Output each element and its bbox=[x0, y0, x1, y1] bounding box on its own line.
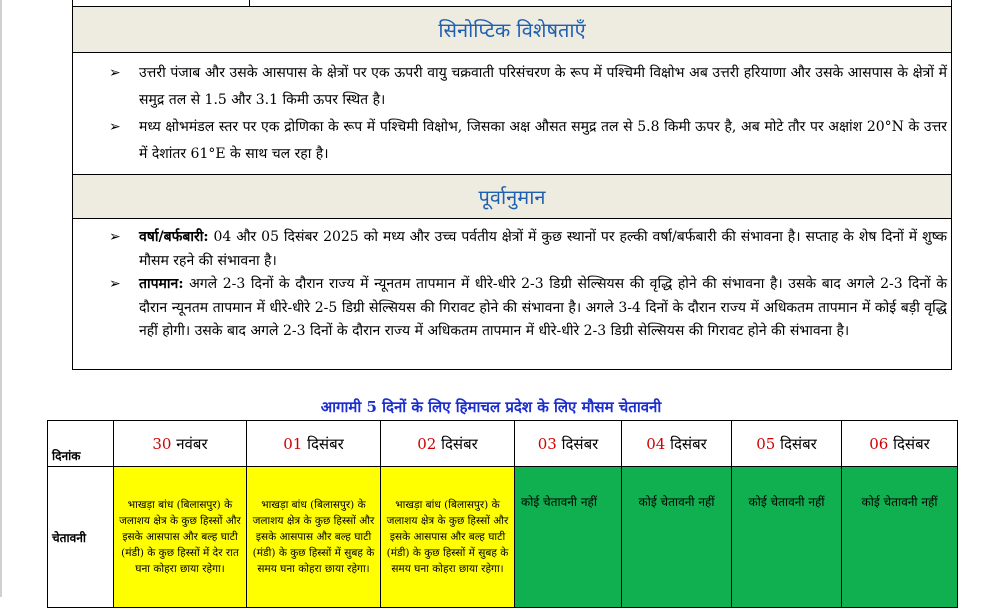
date-cell: 02 दिसंबर bbox=[381, 421, 515, 467]
forecast-text: अगले 2-3 दिनों के दौरान राज्य में न्यूनतम तापमान में धीरे-धीरे 2-3 डिग्री सेल्सियस की वृद्धि होने की संभावना है। उसके बाद अगले 2-3 दिनों के दौरान न्यूनतम तापमान में धीरे-धीरे 2-5 डिग्री सेल्सियस की गिरावट होने की संभावना है। अगले 3-4 दिनों के दौरान राज्य में अधिकतम तापमान में कोई बड़ी वृद्धि नहीं होगी। उसके बाद अगले 2-3 दिनों के दौरान राज्य में अधिकतम तापमान में धीरे-धीरे 2-3 डिग्री सेल्सियस की गिरावट होने की संभावना है। bbox=[139, 276, 947, 339]
forecast-label: तापमान: bbox=[139, 276, 184, 292]
date-cell: 06 दिसंबर bbox=[842, 421, 958, 467]
warning-cell-green: कोई चेतावनी नहीं bbox=[842, 467, 958, 608]
date-cell: 03 दिसंबर bbox=[515, 421, 622, 467]
arrow-bullet-icon: ➢ bbox=[109, 65, 121, 81]
forecast-bullet-rain bbox=[109, 226, 947, 273]
date-cell: 30 नवंबर bbox=[114, 421, 247, 467]
warning-table bbox=[47, 420, 958, 608]
warning-cell-green: कोई चेतावनी नहीं bbox=[515, 467, 622, 608]
synoptic-heading: सिनोप्टिक विशेषताएँ bbox=[73, 6, 951, 53]
arrow-bullet-icon: ➢ bbox=[109, 276, 121, 292]
date-row bbox=[48, 421, 958, 467]
warning-cell-green: कोई चेतावनी नहीं bbox=[622, 467, 732, 608]
warning-cell-green: कोई चेतावनी नहीं bbox=[732, 467, 842, 608]
warning-cell-yellow: भाखड़ा बांध (बिलासपुर) के जलाशय क्षेत्र के कुछ हिस्सों और इसके आसपास और बल्ह घाटी (मंडी) के कुछ हिस्सों में सुबह के समय घना कोहरा छाया रहेगा। bbox=[247, 467, 381, 608]
arrow-bullet-icon: ➢ bbox=[109, 119, 121, 135]
date-label: दिनांक bbox=[48, 421, 114, 467]
synoptic-list bbox=[73, 60, 951, 168]
bulletin-box bbox=[72, 0, 952, 370]
synoptic-bullet bbox=[109, 60, 947, 114]
forecast-heading: पूर्वानुमान bbox=[73, 174, 951, 219]
arrow-bullet-icon: ➢ bbox=[109, 229, 121, 245]
warning-label: चेतावनी bbox=[48, 467, 114, 608]
forecast-text: 04 और 05 दिसंबर 2025 को मध्य और उच्च पर्वतीय क्षेत्रों में कुछ स्थानों पर हल्की वर्षा/बर्फबारी की संभावना है। सप्ताह के शेष दिनों में शुष्क मौसम रहने की संभावना है। bbox=[139, 229, 947, 269]
warning-cell-yellow: भाखड़ा बांध (बिलासपुर) के जलाशय क्षेत्र के कुछ हिस्सों और इसके आसपास और बल्ह घाटी (मंडी) के कुछ हिस्सों में देर रात घना कोहरा छाया रहेगा। bbox=[114, 467, 247, 608]
forecast-label: वर्षा/बर्फबारी: bbox=[139, 229, 209, 245]
warning-title: आगामी 5 दिनों के लिए हिमाचल प्रदेश के लिए मौसम चेतावनी bbox=[320, 398, 662, 416]
synoptic-bullet-text: मध्य क्षोभमंडल स्तर पर एक द्रोणिका के रूप में पश्चिमी विक्षोभ, जिसका अक्ष औसत समुद्र तल से 5.8 किमी ऊपर है, अब मोटे तौर पर अक्षांश 20°N के उत्तर में देशांतर 61°E के साथ चल रहा है। bbox=[139, 119, 947, 162]
date-cell: 04 दिसंबर bbox=[622, 421, 732, 467]
forecast-list bbox=[73, 226, 951, 344]
warning-row bbox=[48, 467, 958, 608]
date-cell: 05 दिसंबर bbox=[732, 421, 842, 467]
forecast-bullet-temperature bbox=[109, 273, 947, 344]
synoptic-bullet bbox=[109, 114, 947, 168]
warning-cell-yellow: भाखड़ा बांध (बिलासपुर) के जलाशय क्षेत्र के कुछ हिस्सों और इसके आसपास और बल्ह घाटी (मंडी) के कुछ हिस्सों में सुबह के समय घना कोहरा छाया रहेगा। bbox=[381, 467, 515, 608]
page-left-rule bbox=[0, 0, 2, 597]
synoptic-bullet-text: उत्तरी पंजाब और उसके आसपास के क्षेत्रों पर एक ऊपरी वायु चक्रवाती परिसंचरण के रूप में पश्चिमी विक्षोभ अब उत्तरी हरियाणा और उसके आसपास के क्षेत्रों में समुद्र तल से 1.5 और 3.1 किमी ऊपर स्थित है। bbox=[139, 65, 947, 108]
date-cell: 01 दिसंबर bbox=[247, 421, 381, 467]
